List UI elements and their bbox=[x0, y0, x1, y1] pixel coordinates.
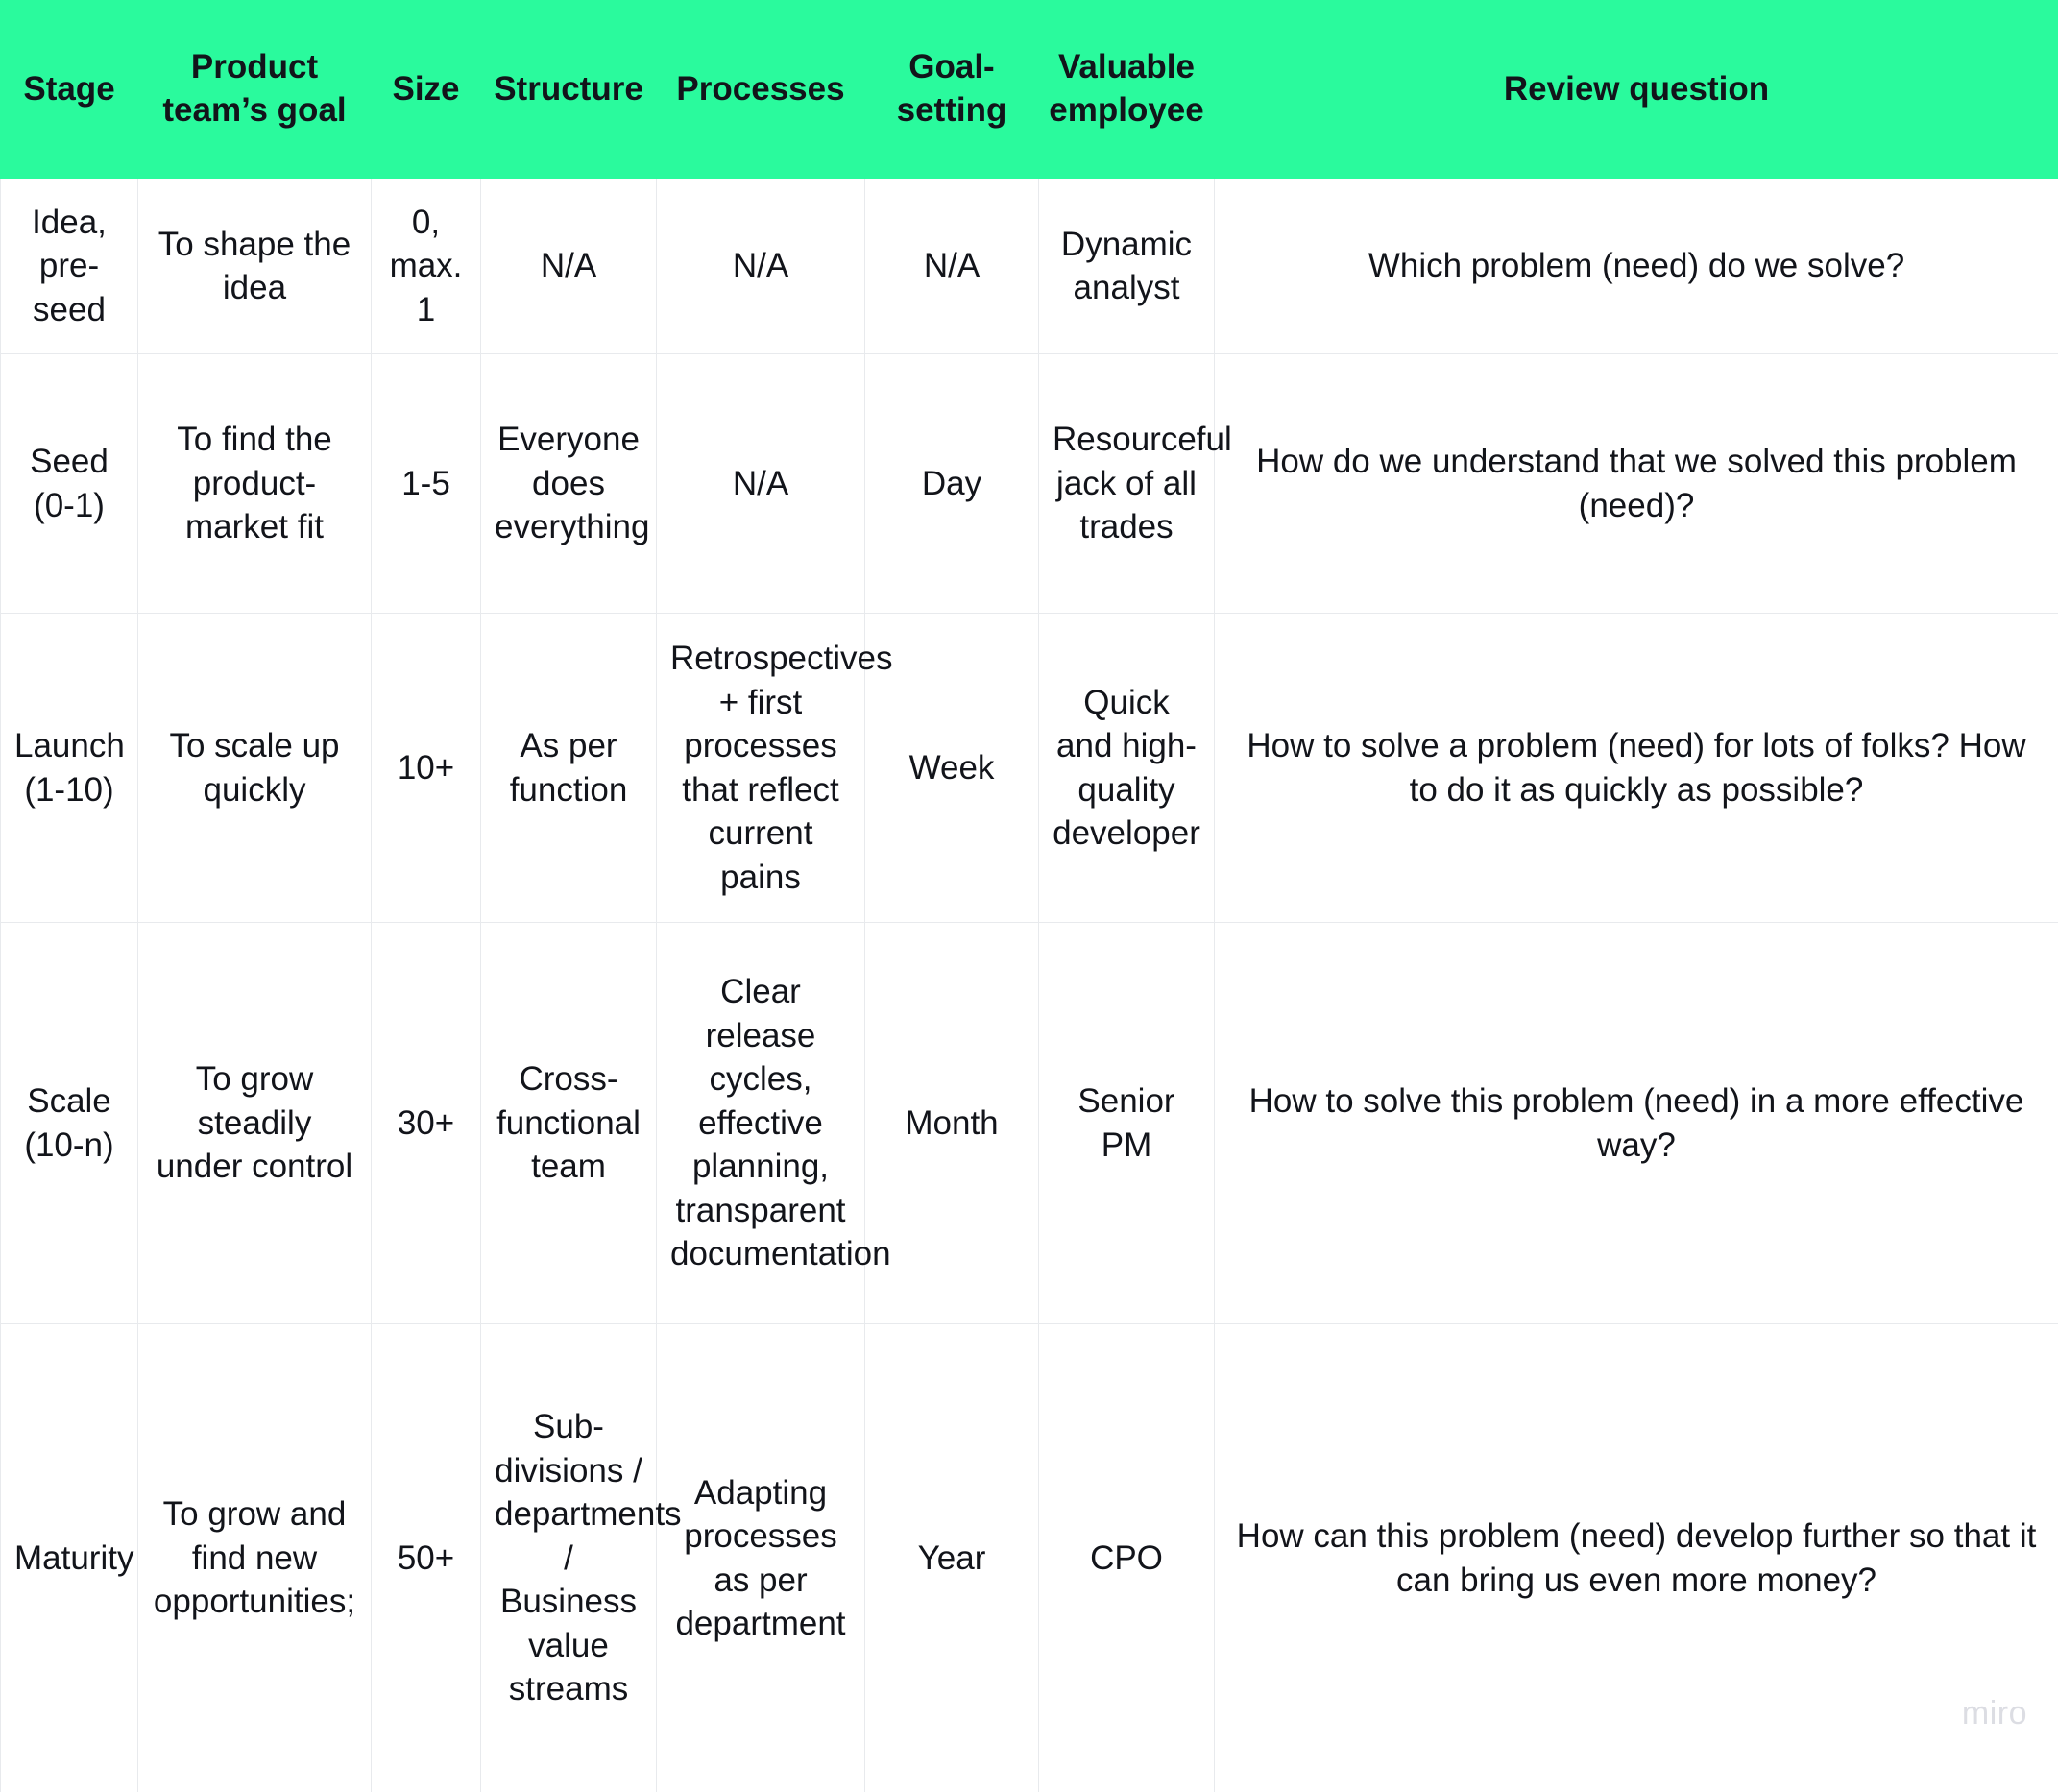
cell-review-question: How to solve a problem (need) for lots of folks? How to do it as quickly as possible? bbox=[1215, 614, 2058, 923]
miro-watermark: miro bbox=[1961, 1695, 2027, 1731]
column-header-processes: Processes bbox=[657, 1, 865, 179]
cell-structure: Cross-functional team bbox=[481, 923, 657, 1324]
cell-processes: Clear release cycles, effective planning, transparent documentation bbox=[657, 923, 865, 1324]
cell-stage: Maturity bbox=[1, 1324, 138, 1792]
cell-size: 10+ bbox=[372, 614, 481, 923]
cell-structure: As per function bbox=[481, 614, 657, 923]
table-row bbox=[1, 354, 2058, 614]
table-row bbox=[1, 614, 2058, 923]
cell-stage: Seed (0-1) bbox=[1, 354, 138, 614]
cell-valuable-employee: Senior PM bbox=[1039, 923, 1215, 1324]
table-row bbox=[1, 1324, 2058, 1792]
cell-valuable-employee: Resourceful jack of all trades bbox=[1039, 354, 1215, 614]
cell-structure: Sub-divisions / departments / Business value streams bbox=[481, 1324, 657, 1792]
cell-goal: To find the product-market fit bbox=[138, 354, 372, 614]
column-header-goal-setting: Goal-setting bbox=[865, 1, 1039, 179]
table-row bbox=[1, 179, 2058, 354]
cell-processes: Adapting processes as per department bbox=[657, 1324, 865, 1792]
cell-valuable-employee: Dynamic analyst bbox=[1039, 179, 1215, 354]
column-header-product-team-goal: Product team’s goal bbox=[138, 1, 372, 179]
cell-goal-setting: Day bbox=[865, 354, 1039, 614]
cell-goal: To grow steadily under control bbox=[138, 923, 372, 1324]
cell-goal-setting: N/A bbox=[865, 179, 1039, 354]
cell-review-question: Which problem (need) do we solve? bbox=[1215, 179, 2058, 354]
cell-review-question: How to solve this problem (need) in a more effective way? bbox=[1215, 923, 2058, 1324]
cell-structure: Everyone does everything bbox=[481, 354, 657, 614]
cell-goal: To grow and find new opportunities; bbox=[138, 1324, 372, 1792]
table-header-row bbox=[1, 1, 2058, 179]
cell-stage: Launch (1-10) bbox=[1, 614, 138, 923]
cell-processes: N/A bbox=[657, 354, 865, 614]
column-header-structure: Structure bbox=[481, 1, 657, 179]
table-body bbox=[1, 179, 2058, 1792]
cell-goal-setting: Year bbox=[865, 1324, 1039, 1792]
table-row bbox=[1, 923, 2058, 1324]
cell-size: 30+ bbox=[372, 923, 481, 1324]
table-header bbox=[1, 1, 2058, 179]
cell-size: 1-5 bbox=[372, 354, 481, 614]
cell-valuable-employee: Quick and high-quality developer bbox=[1039, 614, 1215, 923]
cell-processes: N/A bbox=[657, 179, 865, 354]
cell-goal: To scale up quickly bbox=[138, 614, 372, 923]
cell-size: 0, max. 1 bbox=[372, 179, 481, 354]
cell-review-question: How do we understand that we solved this problem (need)? bbox=[1215, 354, 2058, 614]
cell-goal-setting: Week bbox=[865, 614, 1039, 923]
column-header-valuable-employee: Valuable employee bbox=[1039, 1, 1215, 179]
cell-size: 50+ bbox=[372, 1324, 481, 1792]
cell-structure: N/A bbox=[481, 179, 657, 354]
cell-review-question: How can this problem (need) develop further so that it can bring us even more money? bbox=[1215, 1324, 2058, 1792]
column-header-size: Size bbox=[372, 1, 481, 179]
cell-stage: Scale (10-n) bbox=[1, 923, 138, 1324]
cell-processes: Retrospectives + first processes that reflect current pains bbox=[657, 614, 865, 923]
cell-stage: Idea, pre-seed bbox=[1, 179, 138, 354]
cell-valuable-employee: CPO bbox=[1039, 1324, 1215, 1792]
cell-goal-setting: Month bbox=[865, 923, 1039, 1324]
cell-goal: To shape the idea bbox=[138, 179, 372, 354]
column-header-stage: Stage bbox=[1, 1, 138, 179]
column-header-review-question: Review question bbox=[1215, 1, 2058, 179]
